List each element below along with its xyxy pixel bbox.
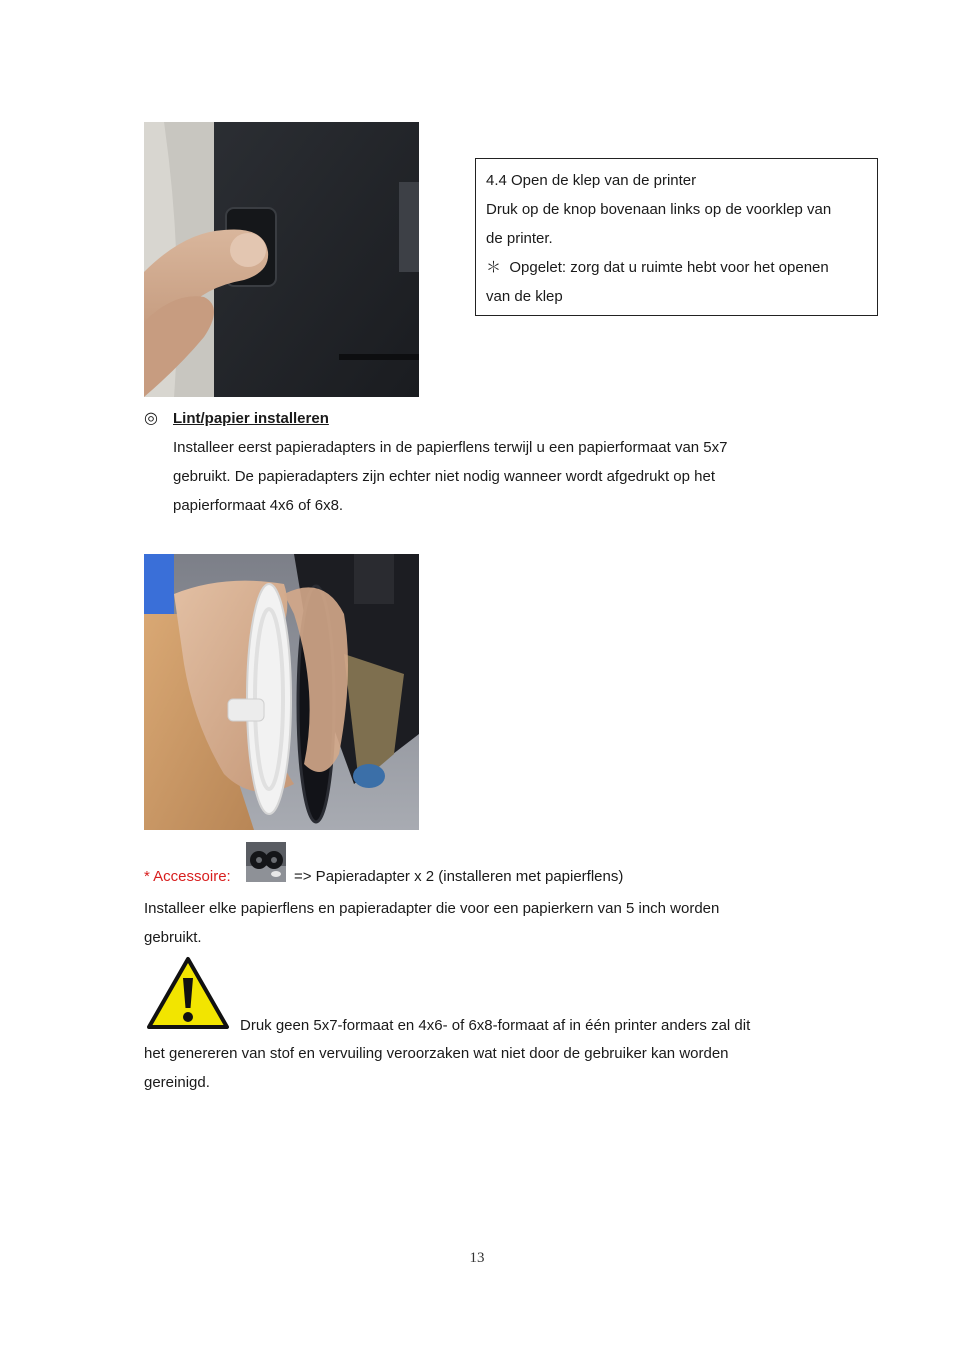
warning-text: gereinigd. [144,1074,210,1091]
warning-icon [146,956,230,1030]
accessory-label: * Accessoire: [144,868,231,885]
warning-text: Druk geen 5x7-formaat en 4x6- of 6x8-formaat af in één printer anders zal dit [240,1017,751,1034]
section-heading-row [144,404,158,433]
step-note: van de klep [486,288,563,305]
note-text: Opgelet: zorg dat u ruimte hebt voor het openen [509,259,829,276]
step-instruction-box [475,158,878,316]
section-paragraph: Installeer eerst papieradapters in de papierflens terwijl u een papierformaat van 5x7 [173,439,728,456]
paper-flange-photo [144,554,419,830]
section-heading: Lint/papier installeren [173,410,329,427]
bullseye-icon: ◎ [144,410,158,427]
section-paragraph: gebruikt. De papieradapters zijn echter niet nodig wanneer wordt afgedrukt op het [173,468,715,485]
accessory-description: => Papieradapter x 2 (installeren met papierflens) [294,868,624,885]
step-title: 4.4 Open de klep van de printer [486,172,697,189]
page-number: 13 [469,1250,485,1266]
step-line: Druk op de knop bovenaan links op de voorklep van [486,201,832,218]
asterisk-icon: ＊ [486,259,502,276]
step-note [486,253,867,282]
printer-button-photo [144,122,419,397]
install-text: gebruikt. [144,929,202,946]
section-paragraph: papierformaat 4x6 of 6x8. [173,497,344,514]
install-text: Installeer elke papierflens en papieradapter die voor een papierkern van 5 inch worden [144,900,720,917]
warning-text: het genereren van stof en vervuiling veroorzaken wat niet door de gebruiker kan worden [144,1045,729,1062]
step-line: de printer. [486,230,553,247]
paper-adapter-icon [246,842,286,882]
